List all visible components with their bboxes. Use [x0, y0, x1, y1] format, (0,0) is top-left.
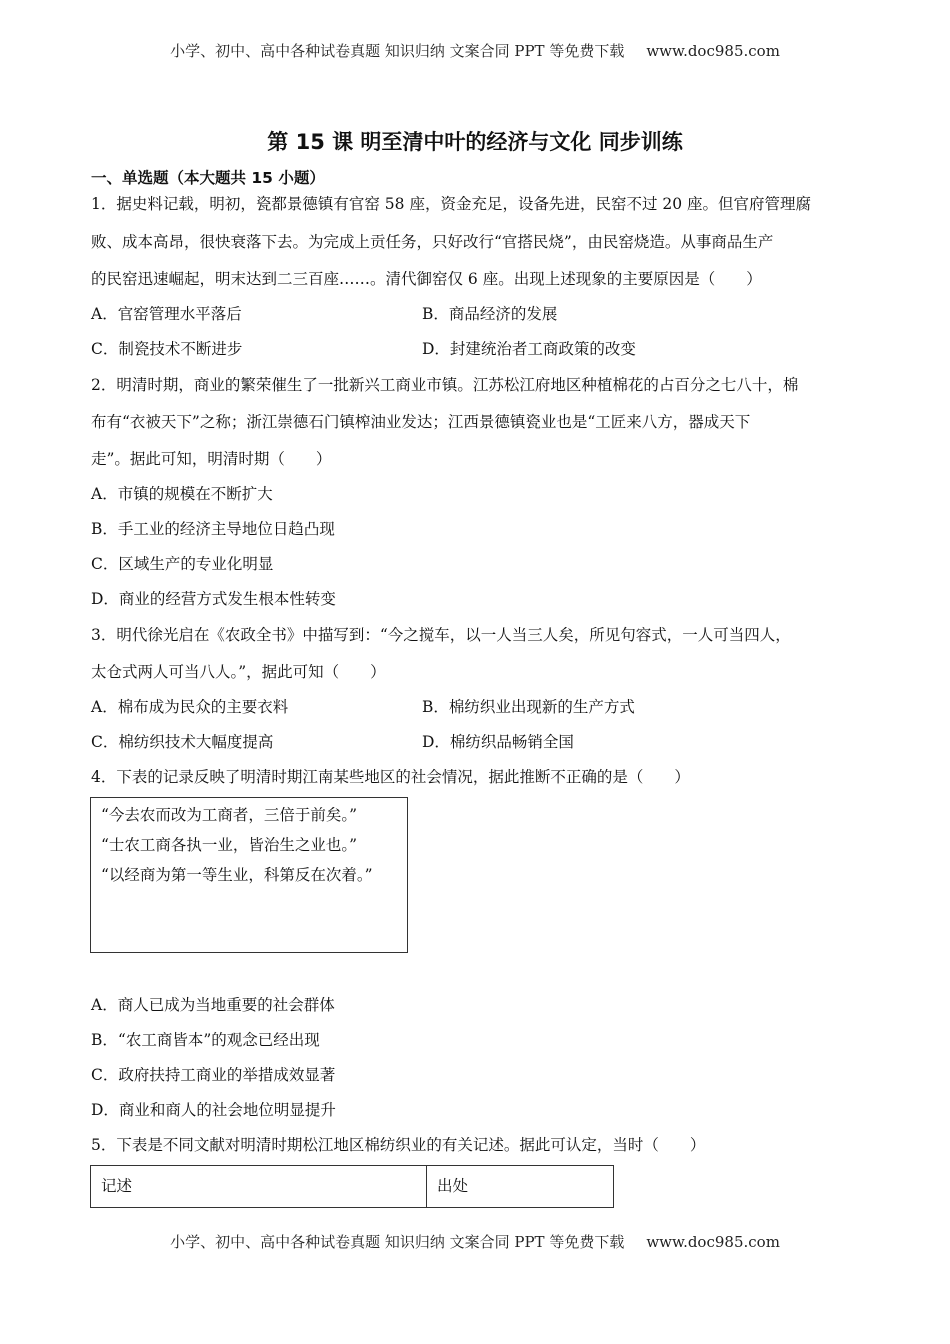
q1-option-d: D．封建统治者工商政策的改变 — [422, 340, 636, 358]
q1-option-c: C．制瓷技术不断进步 — [91, 340, 243, 358]
footer-text: 小学、初中、高中各种试卷真题 知识归纳 文案合同 PPT 等免费下载 — [170, 1233, 625, 1251]
q2-option-a: A．市镇的规模在不断扩大 — [91, 485, 273, 503]
q3-line: 3．明代徐光启在《农政全书》中描写到：“今之搅车，以一人当三人矣，所见句容式，一人可当四人， — [91, 626, 791, 644]
q4-option-d: D．商业和商人的社会地位明显提升 — [91, 1101, 336, 1119]
quote-item: “士农工商各执一业，皆治生之业也。” — [101, 836, 358, 854]
q3-line: 太仓式两人可当八人。”，据此可知（ ） — [91, 663, 386, 681]
q1-option-b: B．商品经济的发展 — [422, 305, 558, 323]
q1-line: 的民窑迅速崛起，明末达到二三百座……。清代御窑仅 6 座。出现上述现象的主要原因是（ ） — [91, 270, 762, 288]
q3-option-c: C．棉纺织技术大幅度提高 — [91, 733, 274, 751]
section-heading: 一、单选题（本大题共 15 小题） — [91, 169, 325, 187]
quote-item: “以经商为第一等生业，科第反在次着。” — [101, 866, 373, 884]
header-text: 小学、初中、高中各种试卷真题 知识归纳 文案合同 PPT 等免费下载 — [170, 42, 625, 60]
q1-line: 败、成本高昂，很快衰落下去。为完成上贡任务，只好改行“官搭民烧”，由民窑烧造。从事商品生产 — [91, 233, 774, 251]
q3-option-b: B．棉纺织业出现新的生产方式 — [422, 698, 635, 716]
q2-line: 走”。据此可知，明清时期（ ） — [91, 450, 332, 468]
header-url[interactable]: www.doc985.com — [646, 42, 780, 60]
table-header-record: 记述 — [91, 1166, 427, 1207]
q3-option-a: A．棉布成为民众的主要衣料 — [91, 698, 289, 716]
quote-table — [90, 797, 408, 953]
quote-item: “今去农而改为工商者，三倍于前矣。” — [101, 806, 358, 824]
q2-line: 2．明清时期，商业的繁荣催生了一批新兴工商业市镇。江苏松江府地区种植棉花的占百分之七八十，棉 — [91, 376, 799, 394]
page-footer — [0, 1231, 950, 1252]
q2-line: 布有“衣被天下”之称；浙江崇德石门镇榨油业发达；江西景德镇瓷业也是“工匠来八方，器成天下 — [91, 413, 751, 431]
q4-option-a: A．商人已成为当地重要的社会群体 — [91, 996, 335, 1014]
page-header — [0, 40, 950, 61]
q2-option-c: C．区域生产的专业化明显 — [91, 555, 274, 573]
footer-url[interactable]: www.doc985.com — [646, 1233, 780, 1251]
q3-option-d: D．棉纺织品畅销全国 — [422, 733, 574, 751]
q4-stem: 4．下表的记录反映了明清时期江南某些地区的社会情况，据此推断不正确的是（ ） — [91, 768, 690, 786]
q4-option-c: C．政府扶持工商业的举措成效显著 — [91, 1066, 336, 1084]
q1-option-a: A．官窑管理水平落后 — [91, 305, 242, 323]
records-table — [90, 1165, 614, 1208]
q2-option-d: D．商业的经营方式发生根本性转变 — [91, 590, 336, 608]
q1-line: 1．据史料记载，明初，瓷都景德镇有官窑 58 座，资金充足，设备先进，民窑不过 20 座。但官府管理腐 — [91, 195, 812, 213]
q5-stem: 5．下表是不同文献对明清时期松江地区棉纺织业的有关记述。据此可认定，当时（ ） — [91, 1136, 706, 1154]
q4-option-b: B．“农工商皆本”的观念已经出现 — [91, 1031, 320, 1049]
q2-option-b: B．手工业的经济主导地位日趋凸现 — [91, 520, 335, 538]
table-header-source: 出处 — [437, 1177, 469, 1195]
page-title: 第 15 课 明至清中叶的经济与文化 同步训练 — [267, 130, 683, 154]
